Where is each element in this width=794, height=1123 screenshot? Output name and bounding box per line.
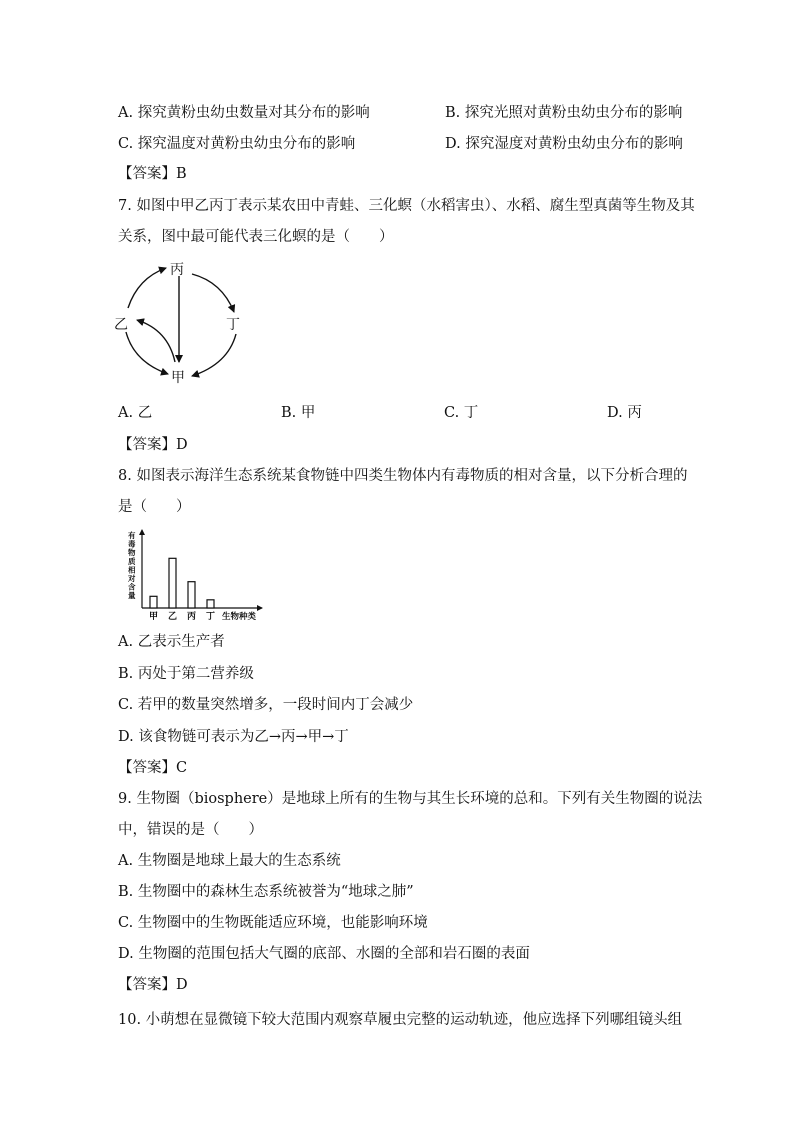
q8-answer: 【答案】C	[118, 760, 188, 776]
x-tick-label: 甲	[149, 612, 159, 622]
q10-stem-line1: 10. 小萌想在显微镜下较大范围内观察草履虫完整的运动轨迹，他应选择下列哪组镜头组	[118, 1012, 683, 1028]
q9-option-b: B. 生物圈中的森林生态系统被誉为“地球之肺”	[118, 884, 414, 900]
q7-option-c: C. 丁	[444, 405, 479, 421]
bar-甲	[150, 596, 157, 608]
node-bottom: 甲	[171, 370, 185, 386]
y-axis-label: 有毒物质相对含量	[128, 531, 136, 601]
x-tick-label: 乙	[168, 612, 178, 622]
q8-stem-line1: 8. 如图表示海洋生态系统某食物链中四类生物体内有毒物质的相对含量，以下分析合理的	[118, 468, 688, 484]
x-tick-label: 丁	[206, 612, 216, 622]
q7-option-b: B. 甲	[281, 405, 316, 421]
arrow-left-to-bottom	[126, 332, 168, 374]
node-right: 丁	[226, 317, 240, 333]
q9-option-d: D. 生物圈的范围包括大气圈的底部、水圈的全部和岩石圈的表面	[118, 946, 530, 962]
q8-toxin-bar-chart	[112, 528, 272, 624]
bar-乙	[169, 558, 176, 608]
q8-option-d: D. 该食物链可表示为乙→丙→甲→丁	[118, 729, 349, 745]
node-left: 乙	[114, 317, 128, 333]
q9-answer: 【答案】D	[118, 977, 188, 993]
q7-food-web-diagram	[110, 258, 260, 388]
q8-option-b: B. 丙处于第二营养级	[118, 666, 254, 682]
arrow-top-to-right	[192, 274, 234, 312]
x-tick-label: 丙	[187, 612, 197, 622]
q8-option-a: A. 乙表示生产者	[118, 634, 225, 650]
bar-丁	[207, 600, 214, 608]
q6-option-b: B. 探究光照对黄粉虫幼虫分布的影响	[445, 105, 683, 121]
q8-option-c: C. 若甲的数量突然增多，一段时间内丁会减少	[118, 697, 414, 713]
q9-option-c: C. 生物圈中的生物既能适应环境，也能影响环境	[118, 915, 428, 931]
q8-stem-line2: 是（ ）	[118, 499, 191, 515]
node-top: 丙	[170, 262, 184, 278]
q7-option-a: A. 乙	[118, 405, 153, 421]
arrow-left-to-top	[128, 268, 166, 308]
bar-丙	[188, 582, 195, 608]
q7-answer: 【答案】D	[118, 437, 188, 453]
q9-stem-line2: 中，错误的是（ ）	[118, 822, 263, 838]
q9-option-a: A. 生物圈是地球上最大的生态系统	[118, 853, 341, 869]
q6-answer: 【答案】B	[118, 166, 187, 182]
q7-option-d: D. 丙	[607, 405, 642, 421]
q7-stem-line1: 7. 如图中甲乙丙丁表示某农田中青蛙、三化螟（水稻害虫）、水稻、腐生型真菌等生物及其	[118, 198, 695, 214]
q7-stem-line2: 关系，图中最可能代表三化螟的是（ ）	[118, 229, 394, 245]
x-axis-label: 生物种类	[222, 612, 257, 622]
q6-option-d: D. 探究湿度对黄粉虫幼虫分布的影响	[445, 136, 683, 152]
q6-option-c: C. 探究温度对黄粉虫幼虫分布的影响	[118, 136, 356, 152]
arrow-right-to-bottom	[192, 334, 236, 376]
arrow-bottom-to-left	[137, 320, 175, 362]
q6-option-a: A. 探究黄粉虫幼虫数量对其分布的影响	[118, 105, 370, 121]
q9-stem-line1: 9. 生物圈（biosphere）是地球上所有的生物与其生长环境的总和。下列有关生物圈的说法	[118, 791, 703, 807]
